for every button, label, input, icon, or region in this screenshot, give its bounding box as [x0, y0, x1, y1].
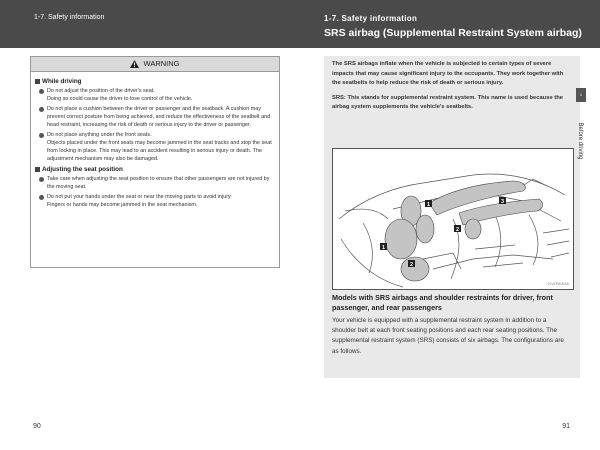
warning-triangle-icon: [130, 60, 139, 68]
bullet-icon: [39, 89, 44, 94]
callout-3: 3: [500, 198, 505, 205]
info-box: [324, 56, 580, 378]
square-bullet-icon: [35, 167, 40, 172]
left-header-bar: [0, 0, 300, 48]
page-number: 91: [562, 423, 570, 430]
callout-2: 2: [455, 226, 460, 233]
models-heading: Models with SRS airbags and shoulder restraints for driver, front passenger, and rear passengers: [332, 293, 553, 312]
page-title: SRS airbag (Supplemental Restraint System airbag): [324, 27, 582, 39]
warning-group-heading: While driving: [35, 78, 274, 85]
bullet-icon: [39, 133, 44, 138]
image-code: 21V1P81KAS: [547, 282, 569, 286]
right-header-bar: [300, 0, 600, 48]
warning-body: [31, 72, 279, 209]
square-bullet-icon: [35, 79, 40, 84]
warning-group-heading: Adjusting the seat position: [35, 166, 274, 173]
bullet-icon: [39, 107, 44, 112]
callout-1: 1: [426, 201, 431, 208]
intro-paragraph: The SRS airbags inflate when the vehicle is subjected to certain types of severe impacts that may cause significant injury to the occupants. They work together with the seatbelts to help reduce the risk of death or serious injury.: [332, 61, 564, 86]
bullet-icon: [39, 177, 44, 182]
warning-item: Do not adjust the position of the driver's seat. Doing so could cause the driver to lose control of the vehicle.: [39, 87, 274, 103]
bullet-icon: [39, 195, 44, 200]
right-page: [300, 0, 600, 450]
warning-item: Do not place anything under the front seats. Objects placed under the front seats may become jammed in the seat tracks and stop the seat from locking in place. This may lead to an accident resulting in serious injury or death. The adjustment mechanism may also be damaged.: [39, 131, 274, 163]
models-body: Your vehicle is equipped with a supplemental restraint system in addition to a shoulder belt at each front seating positions and each rear seating positions. The supplemental restraint system (SRS) consists of six airbags. The configurations are as follows.: [332, 317, 564, 355]
callout-1: 1: [381, 244, 386, 251]
warning-box: [30, 56, 280, 268]
section-header: 1-7. Safety information: [324, 14, 418, 23]
srs-definition: SRS: This stands for supplemental restraint system. This name is used because the airbag system supplements the vehicle's seatbelts.: [332, 94, 563, 110]
warning-header: [31, 57, 279, 72]
warning-item: Do not put your hands under the seat or near the moving parts to avoid injury. Fingers or hands may become jammed in the seat mechanism.: [39, 193, 274, 209]
vehicle-interior-drawing: [333, 149, 573, 289]
warning-item: Take care when adjusting the seat position to ensure that other passengers are not injured by the moving seat.: [39, 175, 274, 191]
page-number: 90: [33, 423, 41, 430]
callout-2: 2: [409, 261, 414, 268]
airbag-illustration: [332, 148, 574, 290]
warning-item: Do not place a cushion between the driver or passenger and the seatback. A cushion may prevent correct posture from being achieved, and reduce the effectiveness of the seatbelt and head restraint, increasing the risk of death or serious injury to the driver or passenger.: [39, 105, 274, 129]
chapter-tab: 1: [576, 88, 586, 102]
chapter-label: Before driving: [577, 122, 583, 160]
warning-title: WARNING: [143, 59, 180, 68]
section-header: 1-7. Safety information: [34, 14, 105, 21]
